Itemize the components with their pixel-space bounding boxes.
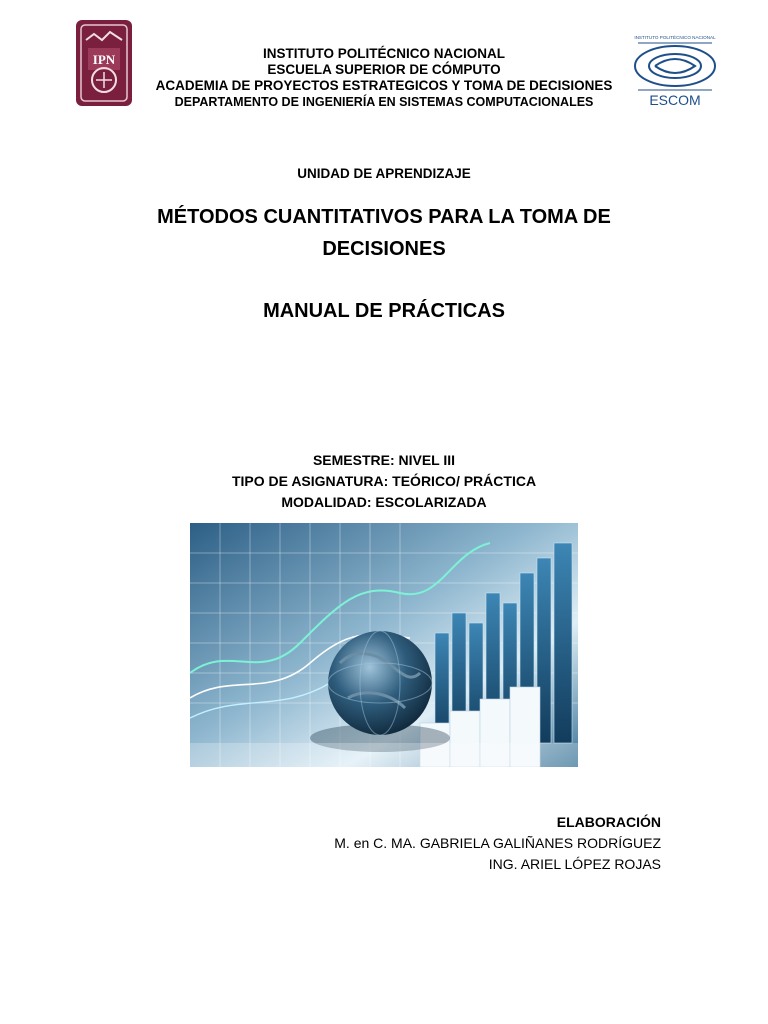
course-title-line1: MÉTODOS CUANTITATIVOS PARA LA TOMA DE [157, 206, 611, 228]
credits-author-1: M. en C. MA. GABRIELA GALIÑANES RODRÍGUEZ [334, 835, 661, 851]
escom-logo-text: ESCOM [649, 92, 701, 108]
header-department: DEPARTAMENTO DE INGENIERÍA EN SISTEMAS COMPUTACIONALES [174, 95, 594, 109]
header-school: ESCUELA SUPERIOR DE CÓMPUTO [267, 62, 501, 77]
subject-type-label: TIPO DE ASIGNATURA: TEÓRICO/ PRÁCTICA [231, 473, 537, 489]
globe-financial-chart-image [190, 523, 578, 767]
semester-label: SEMESTRE: NIVEL III [312, 452, 456, 468]
course-title-line2: DECISIONES [322, 238, 446, 260]
unit-label: UNIDAD DE APRENDIZAJE [297, 166, 471, 181]
escom-logo-top-text: INSTITUTO POLITÉCNICO NACIONAL [634, 35, 716, 40]
manual-title: MANUAL DE PRÁCTICAS [263, 300, 505, 322]
ipn-seal-text: IPN [92, 52, 116, 67]
credits-author-2: ING. ARIEL LÓPEZ ROJAS [488, 856, 661, 872]
modality-label: MODALIDAD: ESCOLARIZADA [281, 494, 487, 510]
credits-label: ELABORACIÓN [556, 814, 661, 830]
header-institute: INSTITUTO POLITÉCNICO NACIONAL [263, 46, 505, 61]
header-academy: ACADEMIA DE PROYECTOS ESTRATEGICOS Y TOMA DE DECISIONES [155, 78, 613, 93]
